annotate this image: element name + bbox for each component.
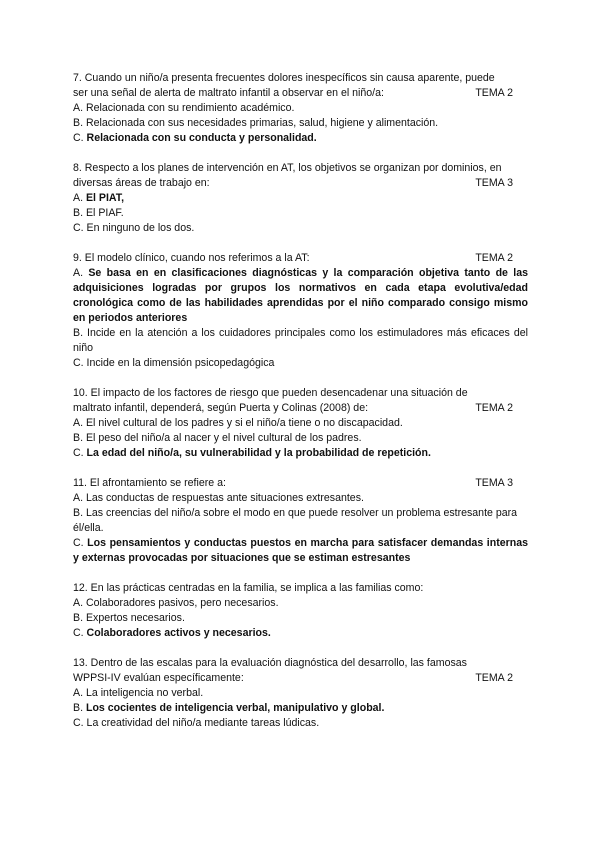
question-stem	[73, 656, 528, 686]
stem-line: maltrato infantil, dependerá, según Puerta y Colinas (2008) de:	[73, 402, 369, 414]
option-letter: A.	[73, 687, 84, 699]
option-text: En ninguno de los dos.	[86, 222, 195, 234]
option-c	[73, 356, 528, 371]
option-text: Se basa en en clasificaciones diagnósticas y la comparación objetiva tanto de las adquisiciones logradas por grupos los normativos en cada etapa evolutiva/edad cronológica como de las habilidades aprendidas por el niño comparado consigo mismo en periodos anteriores	[73, 267, 528, 324]
option-text: Relacionada con su conducta y personalidad.	[86, 132, 317, 144]
question-13	[73, 656, 528, 731]
question-stem	[73, 71, 528, 101]
option-letter: B.	[73, 507, 84, 519]
stem-line: 12. En las prácticas centradas en la familia, se implica a las familias como:	[73, 582, 424, 594]
option-letter: B.	[73, 612, 84, 624]
option-letter: B.	[73, 117, 84, 129]
option-b	[73, 611, 528, 626]
option-letter: C.	[73, 717, 84, 729]
stem-line: ser una señal de alerta de maltrato infantil a observar en el niño/a:	[73, 87, 384, 99]
option-letter: A.	[73, 192, 84, 204]
option-text: El PIAF.	[85, 207, 124, 219]
option-letter: B.	[73, 702, 84, 714]
option-text: Los cocientes de inteligencia verbal, manipulativo y global.	[85, 702, 385, 714]
question-7	[73, 71, 528, 146]
tema-label: TEMA 2	[475, 87, 513, 99]
option-c-correct	[73, 536, 528, 566]
option-text: Los pensamientos y conductas puestos en marcha para satisfacer demandas internas y externas provocadas por situaciones que se estiman estresantes	[73, 537, 528, 564]
option-letter: C.	[73, 132, 84, 144]
question-stem	[73, 386, 528, 416]
question-12	[73, 581, 528, 641]
option-text: La edad del niño/a, su vulnerabilidad y la probabilidad de repetición.	[86, 447, 431, 459]
tema-label: TEMA 2	[475, 252, 513, 264]
option-a	[73, 416, 528, 431]
question-stem	[73, 161, 528, 191]
option-text: Relacionada con su rendimiento académico.	[85, 102, 295, 114]
tema-label: TEMA 2	[475, 402, 513, 414]
option-b	[73, 206, 528, 221]
option-b	[73, 116, 528, 131]
option-text: El PIAT,	[85, 192, 125, 204]
option-c	[73, 716, 528, 731]
option-b	[73, 506, 528, 536]
option-letter: B.	[73, 432, 84, 444]
tema-label: TEMA 2	[475, 672, 513, 684]
stem-line: 9. El modelo clínico, cuando nos referimos a la AT:	[73, 252, 310, 264]
option-b	[73, 326, 528, 356]
option-c	[73, 221, 528, 236]
tema-label: TEMA 3	[475, 177, 513, 189]
question-stem	[73, 251, 528, 266]
option-text: Colaboradores pasivos, pero necesarios.	[85, 597, 279, 609]
option-a	[73, 596, 528, 611]
option-letter: A.	[73, 492, 84, 504]
option-letter: A.	[73, 102, 84, 114]
stem-line: WPPSI-IV evalúan específicamente:	[73, 672, 244, 684]
option-b	[73, 431, 528, 446]
option-a	[73, 101, 528, 116]
question-8	[73, 161, 528, 236]
stem-line: 10. El impacto de los factores de riesgo que pueden desencadenar una situación de	[73, 387, 468, 399]
option-text: Incide en la dimensión psicopedagógica	[86, 357, 275, 369]
option-a	[73, 491, 528, 506]
option-letter: A.	[73, 597, 84, 609]
option-c-correct	[73, 131, 528, 146]
option-text: Incide en la atención a los cuidadores principales como los estimuladores más eficaces del niño	[73, 327, 528, 354]
option-c-correct	[73, 446, 528, 461]
option-a-correct	[73, 266, 528, 326]
option-text: El peso del niño/a al nacer y el nivel cultural de los padres.	[85, 432, 362, 444]
question-10	[73, 386, 528, 461]
option-text: La creatividad del niño/a mediante tareas lúdicas.	[86, 717, 320, 729]
option-letter: C.	[73, 627, 84, 639]
option-text: Expertos necesarios.	[85, 612, 185, 624]
stem-line: diversas áreas de trabajo en:	[73, 177, 210, 189]
option-letter: A.	[73, 417, 84, 429]
option-a	[73, 686, 528, 701]
option-b-correct	[73, 701, 528, 716]
questions-list	[73, 71, 528, 746]
option-c-correct	[73, 626, 528, 641]
option-letter: B.	[73, 207, 84, 219]
stem-line: 13. Dentro de las escalas para la evaluación diagnóstica del desarrollo, las famosas	[73, 657, 467, 669]
question-11	[73, 476, 528, 566]
option-text: Las conductas de respuestas ante situaciones extresantes.	[85, 492, 364, 504]
option-letter: C.	[73, 447, 84, 459]
tema-label: TEMA 3	[475, 477, 513, 489]
question-stem	[73, 581, 528, 596]
option-letter: C.	[73, 537, 84, 549]
option-letter: C.	[73, 357, 84, 369]
option-letter: A.	[73, 267, 84, 279]
option-text: Relacionada con sus necesidades primarias, salud, higiene y alimentación.	[85, 117, 439, 129]
stem-line: 8. Respecto a los planes de intervención en AT, los objetivos se organizan por dominios, en	[73, 162, 502, 174]
question-stem	[73, 476, 528, 491]
stem-line: 7. Cuando un niño/a presenta frecuentes dolores inespecíficos sin causa aparente, puede	[73, 72, 495, 84]
stem-line: 11. El afrontamiento se refiere a:	[73, 477, 226, 489]
option-a-correct	[73, 191, 528, 206]
option-text: El nivel cultural de los padres y si el niño/a tiene o no discapacidad.	[85, 417, 403, 429]
question-9	[73, 251, 528, 371]
option-text: Colaboradores activos y necesarios.	[86, 627, 271, 639]
option-text: Las creencias del niño/a sobre el modo en que puede resolver un problema estresante para él/ella.	[73, 507, 518, 534]
option-text: La inteligencia no verbal.	[85, 687, 204, 699]
option-letter: B.	[73, 327, 84, 339]
option-letter: C.	[73, 222, 84, 234]
